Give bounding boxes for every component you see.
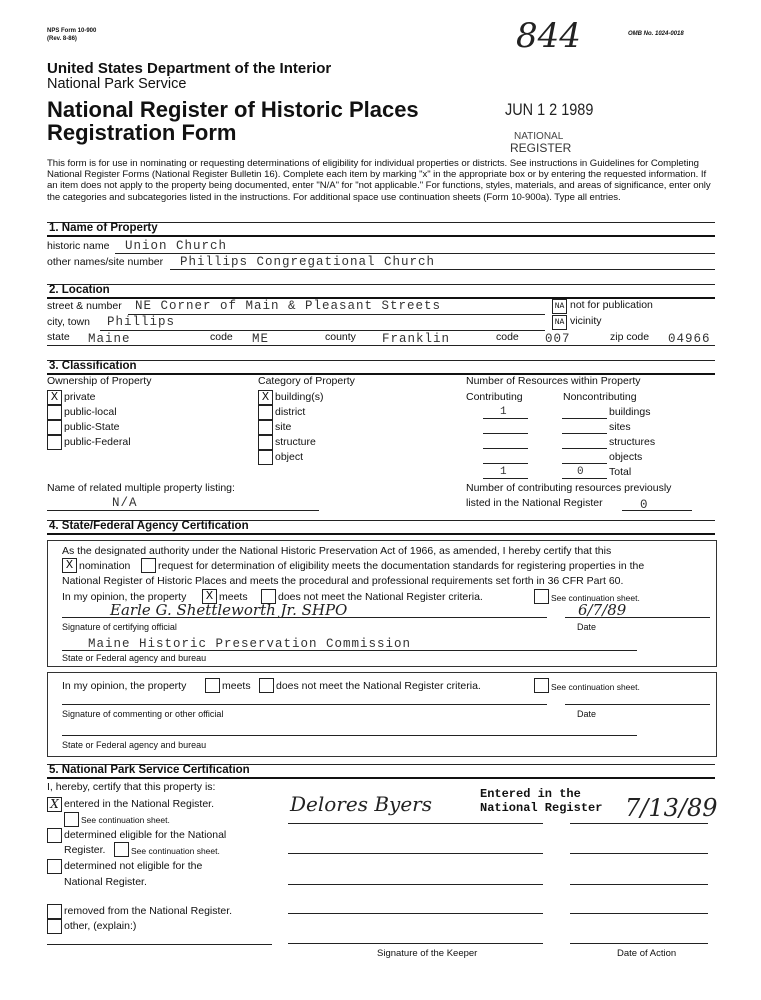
category-option: object bbox=[275, 451, 304, 463]
category-label: Category of Property bbox=[258, 375, 355, 387]
section-heading: 5. National Park Service Certification bbox=[49, 764, 250, 776]
not-for-publication-label: not for publication bbox=[570, 299, 653, 311]
state-field[interactable]: Maine bbox=[88, 332, 131, 346]
na-checkbox-publication[interactable]: NA bbox=[552, 299, 567, 314]
comment-signature-label: Signature of commenting or other official bbox=[62, 709, 224, 719]
department: United States Department of the Interior bbox=[47, 60, 332, 77]
does-not-meet2-checkbox[interactable] bbox=[259, 678, 274, 693]
rule bbox=[288, 853, 543, 854]
does-not-meet2-label: does not meet the National Register criteria. bbox=[276, 680, 481, 692]
resource-type-label: structures bbox=[609, 436, 656, 448]
multiple-listing-field[interactable]: N/A bbox=[112, 496, 138, 510]
ownership-checkbox[interactable] bbox=[47, 435, 62, 450]
rule bbox=[115, 253, 715, 254]
contributing-label: Contributing bbox=[466, 391, 523, 403]
rule bbox=[483, 478, 528, 479]
contributing-count[interactable]: 1 bbox=[500, 466, 508, 478]
zip-label: zip code bbox=[610, 331, 650, 343]
other-checkbox[interactable] bbox=[47, 919, 62, 934]
ownership-option: private bbox=[64, 391, 96, 403]
rule bbox=[47, 345, 715, 346]
ownership-checkbox[interactable] bbox=[47, 420, 62, 435]
handwritten-number: 844 bbox=[516, 16, 581, 56]
county-code-field[interactable]: 007 bbox=[545, 332, 571, 346]
section-heading: 2. Location bbox=[49, 284, 110, 296]
ownership-checkbox[interactable]: X bbox=[47, 390, 62, 405]
other-names-field[interactable]: Phillips Congregational Church bbox=[180, 255, 436, 269]
noncontributing-label: Noncontributing bbox=[563, 391, 637, 403]
rule bbox=[62, 735, 637, 736]
agency-label: State or Federal agency and bureau bbox=[62, 653, 207, 663]
comment-date-label: Date bbox=[577, 709, 597, 719]
rule bbox=[562, 463, 607, 464]
certifying-signature: Earle G. Shettleworth Jr. SHPO bbox=[110, 601, 348, 619]
rule bbox=[570, 884, 708, 885]
resource-type-label: objects bbox=[609, 451, 643, 463]
rule bbox=[288, 823, 543, 824]
date-label: Date bbox=[577, 622, 597, 632]
action-date: 7/13/89 bbox=[625, 794, 718, 822]
street-field[interactable]: NE Corner of Main & Pleasant Streets bbox=[135, 299, 442, 313]
signature-label: Signature of certifying official bbox=[62, 622, 177, 632]
historic-name-label: historic name bbox=[47, 240, 110, 252]
rule bbox=[288, 884, 543, 885]
rule bbox=[62, 704, 547, 705]
rule bbox=[47, 510, 319, 511]
keeper-label: Signature of the Keeper bbox=[377, 948, 478, 959]
received-date-stamp: JUN 1 2 1989 bbox=[505, 100, 594, 119]
determined-not-eligible-label-2: National Register. bbox=[64, 876, 147, 888]
city-label: city, town bbox=[47, 316, 90, 328]
stamp-national: NATIONAL bbox=[514, 131, 564, 142]
request-checkbox[interactable] bbox=[141, 558, 156, 573]
determined-not-eligible-checkbox[interactable] bbox=[47, 859, 62, 874]
ownership-label: Ownership of Property bbox=[47, 375, 152, 387]
section-5-header bbox=[47, 764, 715, 779]
opinion2-label: In my opinion, the property bbox=[62, 680, 187, 692]
county-code-label: code bbox=[496, 331, 519, 343]
comment-agency-label: State or Federal agency and bureau bbox=[62, 740, 207, 750]
street-label: street & number bbox=[47, 300, 122, 312]
other-label: other, (explain:) bbox=[64, 920, 137, 932]
rule bbox=[483, 463, 528, 464]
category-checkbox[interactable] bbox=[258, 420, 273, 435]
rule bbox=[100, 330, 545, 331]
previous-listed-label-1: Number of contributing resources previously bbox=[466, 482, 672, 494]
ownership-option: public-local bbox=[64, 406, 117, 418]
category-option: site bbox=[275, 421, 292, 433]
state-label: state bbox=[47, 331, 70, 343]
eligible-continuation-checkbox[interactable] bbox=[114, 842, 129, 857]
category-option: structure bbox=[275, 436, 316, 448]
county-field[interactable]: Franklin bbox=[382, 332, 451, 346]
eligible-continuation-label: See continuation sheet. bbox=[131, 846, 220, 856]
code-label: code bbox=[210, 331, 233, 343]
category-option: district bbox=[275, 406, 306, 418]
date-of-action-label: Date of Action bbox=[617, 948, 677, 959]
rule bbox=[565, 704, 710, 705]
certifying-date: 6/7/89 bbox=[578, 601, 627, 619]
meets-checkbox[interactable]: X bbox=[202, 589, 217, 604]
rule bbox=[565, 617, 710, 618]
rule bbox=[570, 913, 708, 914]
rule bbox=[562, 478, 607, 479]
see-continuation2-label: See continuation sheet. bbox=[551, 682, 640, 692]
entered-continuation-label: See continuation sheet. bbox=[81, 815, 170, 825]
section-heading: 3. Classification bbox=[49, 360, 137, 372]
other-names-label: other names/site number bbox=[47, 256, 164, 268]
entered-continuation-checkbox[interactable] bbox=[64, 812, 79, 827]
determined-eligible-checkbox[interactable] bbox=[47, 828, 62, 843]
rule bbox=[128, 314, 545, 315]
rule bbox=[570, 853, 708, 854]
rule bbox=[562, 418, 607, 419]
form-number: NPS Form 10-900 bbox=[47, 28, 97, 34]
rule bbox=[47, 944, 272, 945]
historic-name-field[interactable]: Union Church bbox=[125, 239, 228, 253]
rule bbox=[62, 650, 637, 651]
entered-checkbox[interactable]: X bbox=[47, 797, 62, 812]
city-field[interactable]: Phillips bbox=[107, 315, 176, 329]
category-checkbox[interactable]: X bbox=[258, 390, 273, 405]
category-option: building(s) bbox=[275, 391, 324, 403]
nomination-label: nomination bbox=[79, 560, 131, 572]
see-continuation-label: See continuation sheet. bbox=[551, 593, 640, 603]
nomination-checkbox[interactable]: X bbox=[62, 558, 77, 573]
removed-checkbox[interactable] bbox=[47, 904, 62, 919]
request-label: request for determination of eligibility meets the documentation standards for registering properties in the bbox=[158, 560, 645, 572]
determined-eligible-label: determined eligible for the National bbox=[64, 829, 227, 841]
rule bbox=[562, 433, 607, 434]
section-3-header bbox=[47, 360, 715, 375]
county-label: county bbox=[325, 331, 356, 343]
state-code-field[interactable]: ME bbox=[252, 332, 270, 346]
category-checkbox[interactable] bbox=[258, 450, 273, 465]
stamp-register: REGISTER bbox=[510, 141, 572, 155]
na-checkbox-vicinity[interactable]: NA bbox=[552, 315, 567, 330]
rule bbox=[622, 510, 692, 511]
entered-stamp-2: National Register bbox=[480, 801, 603, 815]
previous-listed-label-2: listed in the National Register bbox=[466, 497, 603, 509]
rule bbox=[288, 913, 543, 914]
opinion-label: In my opinion, the property bbox=[62, 591, 187, 603]
rule bbox=[483, 448, 528, 449]
previous-listed-field[interactable]: 0 bbox=[640, 498, 649, 512]
meets2-checkbox[interactable] bbox=[205, 678, 220, 693]
agency-field[interactable]: Maine Historic Preservation Commission bbox=[88, 637, 412, 651]
rule bbox=[62, 617, 547, 618]
meets-label: meets bbox=[219, 591, 248, 603]
resource-type-label: buildings bbox=[609, 406, 651, 418]
section-heading: 1. Name of Property bbox=[49, 222, 158, 234]
removed-label: removed from the National Register. bbox=[64, 905, 233, 917]
instructions: This form is for use in nominating or requesting determinations of eligibility for individual properties or districts. See instructions in Guidelines for Completing National Register Forms (National Register Bulletin 16). Complete each item by marking "x" in the appropriate box or by entering the requested information. If an item does not apply to the property being documented, enter "N/A" for "not applicable." For functions, styles, materials, and areas of significance, enter only the categories and subcategories listed in the instructions. For additional space use continuation sheets (Form 10-900a). Type all entries. bbox=[47, 158, 711, 203]
vicinity-label: vicinity bbox=[570, 315, 602, 327]
does-not-meet-label: does not meet the National Register criteria. bbox=[278, 591, 483, 603]
ownership-option: public-Federal bbox=[64, 436, 131, 448]
determined-not-eligible-label: determined not eligible for the bbox=[64, 860, 203, 872]
contributing-count[interactable]: 1 bbox=[500, 406, 508, 418]
meets2-label: meets bbox=[222, 680, 251, 692]
page-title: National Register of Historic Places bbox=[47, 97, 419, 122]
see-continuation2-checkbox[interactable] bbox=[534, 678, 549, 693]
multiple-listing-label: Name of related multiple property listing: bbox=[47, 482, 235, 494]
section-2-header bbox=[47, 284, 715, 299]
cert-text-3: National Register of Historic Places and meets the procedural and professional requirements set forth in 36 CFR Part 60. bbox=[62, 575, 624, 587]
rule bbox=[570, 943, 708, 944]
section-heading: 4. State/Federal Agency Certification bbox=[49, 520, 249, 532]
determined-eligible-label-2: Register. bbox=[64, 844, 106, 856]
ownership-checkbox[interactable] bbox=[47, 405, 62, 420]
rule bbox=[483, 433, 528, 434]
zip-field[interactable]: 04966 bbox=[668, 332, 711, 346]
cert-text-1: As the designated authority under the National Historic Preservation Act of 1966, as amended, I hereby certify that this bbox=[62, 545, 612, 557]
page-subtitle: Registration Form bbox=[47, 120, 237, 145]
resource-type-label: Total bbox=[609, 466, 632, 478]
section-4-header bbox=[47, 520, 715, 535]
resources-label: Number of Resources within Property bbox=[466, 375, 641, 387]
entered-label: entered in the National Register. bbox=[64, 798, 215, 810]
keeper-signature: Delores Byers bbox=[290, 792, 432, 816]
ownership-option: public-State bbox=[64, 421, 120, 433]
rule bbox=[170, 269, 715, 270]
see-continuation-checkbox[interactable] bbox=[534, 589, 549, 604]
agency: National Park Service bbox=[47, 76, 187, 92]
section-1-header bbox=[47, 222, 715, 237]
rule bbox=[570, 823, 708, 824]
omb-number: OMB No. 1024-0018 bbox=[628, 31, 684, 37]
form-revision: (Rev. 8-86) bbox=[47, 36, 77, 42]
noncontributing-count[interactable]: 0 bbox=[577, 466, 585, 478]
rule bbox=[288, 943, 543, 944]
resource-type-label: sites bbox=[609, 421, 631, 433]
certify-label: I, hereby, certify that this property is: bbox=[47, 781, 216, 793]
rule bbox=[562, 448, 607, 449]
rule bbox=[483, 418, 528, 419]
category-checkbox[interactable] bbox=[258, 405, 273, 420]
category-checkbox[interactable] bbox=[258, 435, 273, 450]
entered-stamp-1: Entered in the bbox=[480, 787, 581, 801]
